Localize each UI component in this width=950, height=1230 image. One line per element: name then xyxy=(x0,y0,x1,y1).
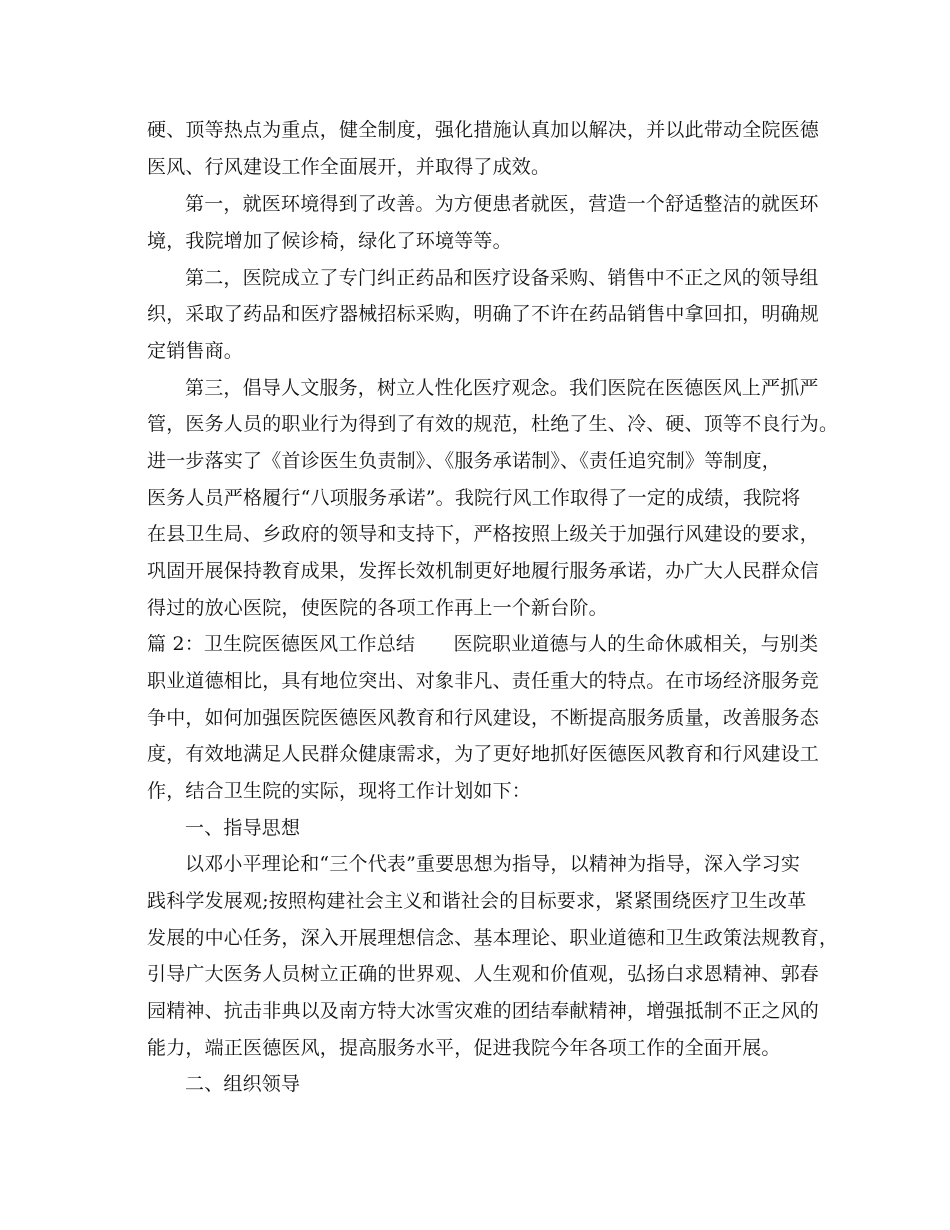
text-line: 境，我院增加了候诊椅，绿化了环境等等。 xyxy=(147,230,512,252)
text-line: 第三，倡导人文服务，树立人性化医疗观念。我们医院在医德医风上严抓严 xyxy=(185,377,819,399)
text-line: 管，医务人员的职业行为得到了有效的规范，杜绝了生、冷、硬、顶等不良行为。 xyxy=(147,413,839,435)
text-line: 第一，就医环境得到了改善。为方便患者就医，营造一个舒适整洁的就医环 xyxy=(185,193,819,215)
text-line: 度，有效地满足人民群众健康需求，为了更好地抓好医德医风教育和行风建设工 xyxy=(147,743,820,765)
text-line: 争中，如何加强医院医德医风教育和行风建设，不断提高服务质量，改善服务态 xyxy=(147,707,820,729)
text-line: 硬、顶等热点为重点，健全制度，强化措施认真加以解决，并以此带动全院医德 xyxy=(147,119,820,141)
text-line: 能力，端正医德医风，提高服务水平，促进我院今年各项工作的全面开展。 xyxy=(147,1037,781,1059)
text-line: 园精神、抗击非典以及南方特大冰雪灾难的团结奉献精神，增强抵制不正之风的 xyxy=(147,1000,820,1022)
text-line: 织，采取了药品和医疗器械招标采购，明确了不许在药品销售中拿回扣，明确规 xyxy=(147,303,820,325)
text-line: 医务人员严格履行“八项服务承诺”。我院行风工作取得了一定的成绩，我院将 xyxy=(147,487,801,509)
text-line: 在县卫生局、乡政府的领导和支持下，严格按照上级关于加强行风建设的要求， xyxy=(147,523,820,545)
text-line: 践科学发展观;按照构建社会主义和谐社会的目标要求，紧紧围绕医疗卫生改革 xyxy=(147,890,807,912)
section-heading-line: 篇 2：卫生院医德医风工作总结 医院职业道德与人的生命休戚相关，与别类 xyxy=(147,633,819,655)
text-line: 发展的中心任务，深入开展理想信念、基本理论、职业道德和卫生政策法规教育， xyxy=(147,927,839,949)
subheading: 一、指导思想 xyxy=(185,817,301,839)
text-line: 引导广大医务人员树立正确的世界观、人生观和价值观，弘扬白求恩精神、郭春 xyxy=(147,963,820,985)
text-line: 进一步落实了《首诊医生负责制》、《服务承诺制》、《责任追究制》等制度， xyxy=(147,450,782,472)
text-line: 得过的放心医院，使医院的各项工作再上一个新台阶。 xyxy=(147,597,608,619)
text-line: 职业道德相比，具有地位突出、对象非凡、责任重大的特点。在市场经济服务竞 xyxy=(147,670,820,692)
text-line: 以邓小平理论和“三个代表”重要思想为指导，以精神为指导，深入学习实 xyxy=(185,853,801,875)
text-line: 作，结合卫生院的实际，现将工作计划如下： xyxy=(147,780,532,802)
text-line: 第二，医院成立了专门纠正药品和医疗设备采购、销售中不正之风的领导组 xyxy=(185,267,819,289)
text-line: 医风、行风建设工作全面展开，并取得了成效。 xyxy=(147,156,551,178)
text-line: 定销售商。 xyxy=(147,340,244,362)
subheading: 二、组织领导 xyxy=(185,1073,301,1095)
text-line: 巩固开展保持教育成果，发挥长效机制更好地履行服务承诺，办广大人民群众信 xyxy=(147,560,820,582)
